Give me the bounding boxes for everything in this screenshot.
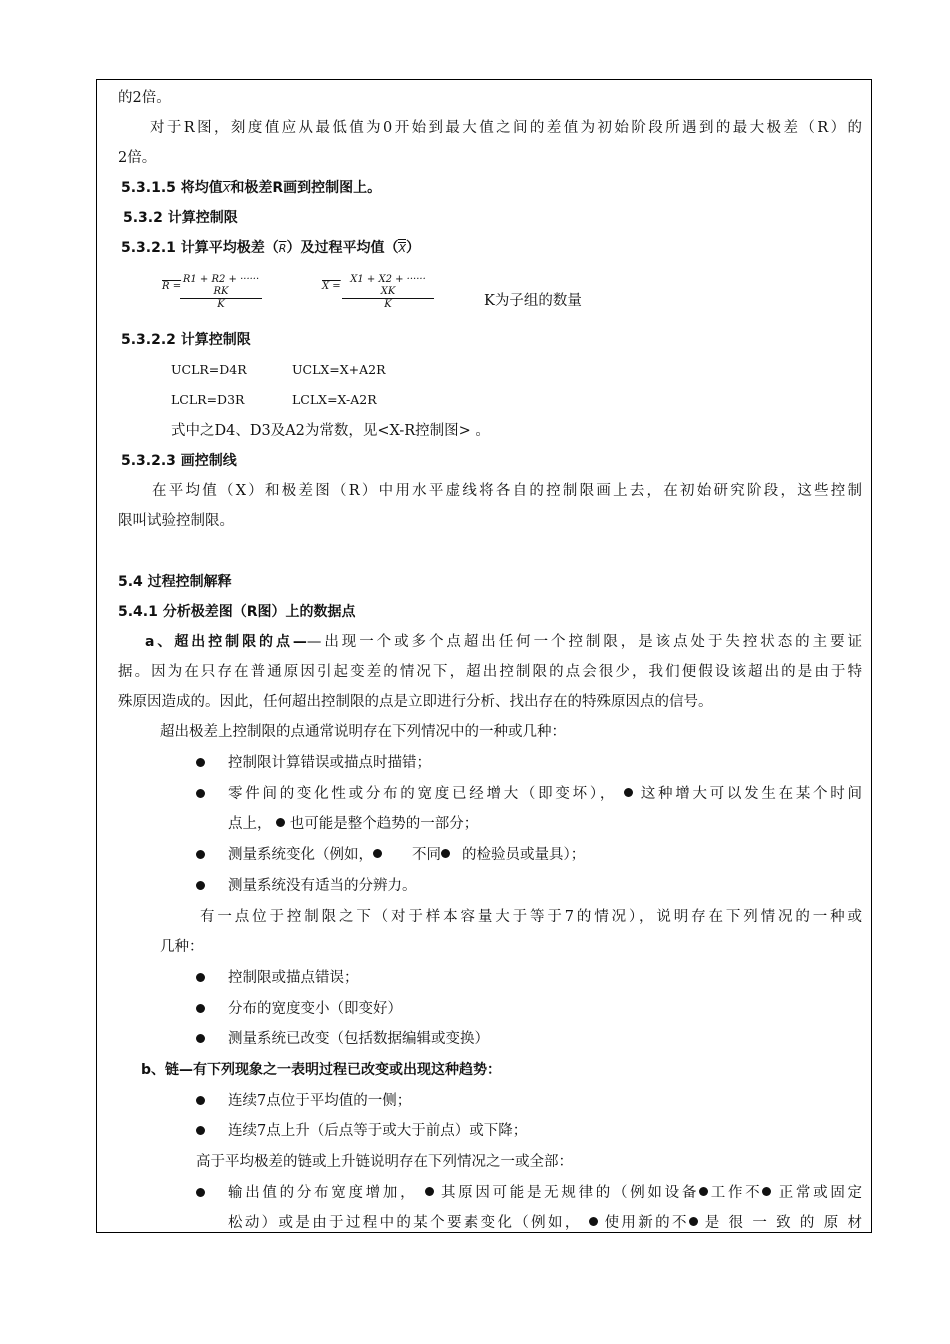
heading-text: ） — [406, 240, 420, 256]
bullet-icon — [196, 881, 205, 890]
ucl-x-formula: UCLX=X+A2R — [292, 362, 386, 377]
bullet-icon — [196, 1034, 205, 1043]
text-span: 松动）或是由于过程中的某个要素变化（例如， — [228, 1215, 582, 1231]
text-line: 在平均值（X）和极差图（R）中用水平虚线将各自的控制限画上去，在初始研究阶段，这些控制 — [152, 483, 862, 499]
section-heading-5-4: 5.4 过程控制解释 — [118, 574, 232, 590]
text-span: 正常或固定 — [778, 1185, 863, 1201]
k-note: K为子组的数量 — [484, 293, 582, 309]
bullet-icon — [762, 1187, 771, 1196]
text-span: 其原因可能是无规律的（例如设备 — [440, 1185, 700, 1201]
ucl-r-formula: UCLR=D4R — [171, 362, 247, 377]
bullet-item — [228, 845, 585, 865]
lcl-x-formula: LCLX=X-A2R — [292, 392, 377, 407]
bullet-icon — [624, 788, 633, 797]
bullet-item: 分布的宽度变小（即变好） — [228, 1001, 402, 1017]
bullet-item — [228, 784, 862, 804]
text-line: 超出极差上控制限的点通常说明存在下列情况中的一种或几种： — [160, 724, 566, 740]
formula-numerator: X1 + X2 + ······ XK — [350, 274, 426, 297]
rbar-symbol: $\overline{R}$ — [278, 242, 287, 255]
bullet-icon — [196, 1188, 205, 1197]
section-heading-5-3-2-2: 5.3.2.2 计算控制限 — [121, 332, 251, 348]
rbar-lhs — [162, 281, 182, 293]
xbarbar-symbol: X — [398, 239, 406, 259]
text-span: 也可能是整个趋势的一部分； — [289, 816, 479, 832]
bullet-icon — [196, 850, 205, 859]
text-span: 这种增大可以发生在某个时间 — [640, 786, 863, 802]
section-heading-5-3-2: 5.3.2 计算控制限 — [123, 210, 238, 226]
bullet-icon — [441, 849, 450, 858]
text-line: 殊原因造成的。因此，任何超出控制限的点是立即进行分析、找出存在的特殊原因点的信号。 — [118, 694, 713, 710]
bullet-item-continued — [228, 814, 478, 834]
bullet-item-continued — [228, 1213, 862, 1233]
bullet-item: 测量系统已改变（包括数据编辑或变换） — [228, 1031, 489, 1047]
section-heading-5-3-2-3: 5.3.2.3 画控制线 — [121, 453, 237, 469]
xbarbar-fraction — [342, 274, 434, 311]
heading-text: 和极差R画到控制图上。 — [230, 180, 382, 196]
constants-note: 式中之D4、D3及A2为常数，见<X-R控制图> 。 — [171, 423, 490, 439]
text-line: 几种： — [160, 939, 204, 955]
bullet-icon — [699, 1187, 708, 1196]
text-span: 不同 — [412, 847, 441, 863]
bold-lead: a、超出控制限的点— — [145, 634, 307, 650]
formula-denominator: K — [384, 299, 392, 310]
section-heading-5-3-2-1 — [121, 238, 420, 259]
text-span: 测量系统变化（例如， — [228, 847, 373, 863]
lcl-r-formula: LCLR=D3R — [171, 392, 245, 407]
text-span: 输出值的分布宽度增加， — [228, 1185, 418, 1201]
heading-text: ）及过程平均值（ — [286, 240, 399, 256]
bullet-icon — [196, 1004, 205, 1013]
heading-text: 5.3.1.5 将均值 — [121, 180, 223, 196]
section-heading-5-4-1: 5.4.1 分析极差图（R图）上的数据点 — [118, 604, 356, 620]
xbar-symbol: $\overline{X}$ — [222, 182, 231, 195]
formula-denominator: K — [217, 299, 225, 310]
text-span: 使用新的不 — [604, 1215, 689, 1231]
bullet-icon — [196, 1096, 205, 1105]
bullet-icon — [425, 1187, 434, 1196]
bullet-icon — [196, 758, 205, 767]
text-line: 有一点位于控制限之下（对于样本容量大于等于7的情况），说明存在下列情况的一种或 — [200, 909, 862, 925]
subheading-b-runs: b、链—有下列现象之一表明过程已改变或出现这种趋势： — [141, 1062, 502, 1078]
formula-numerator: R1 + R2 + ······ RK — [182, 274, 260, 297]
bullet-icon — [589, 1217, 598, 1226]
bullet-item: 测量系统没有适当的分辨力。 — [228, 878, 417, 894]
text-line — [145, 632, 862, 652]
bullet-icon — [196, 789, 205, 798]
text-span: 零件间的变化性或分布的宽度已经增大（即变坏）， — [228, 786, 618, 802]
text-span: 的检验员或量具）； — [462, 847, 586, 863]
formula-text: X = — [322, 281, 341, 292]
bullet-item: 控制限计算错误或描点时描错； — [228, 755, 431, 771]
rbar-fraction — [180, 274, 262, 311]
bullet-icon — [196, 973, 205, 982]
formula-text: R = — [162, 281, 182, 292]
bullet-item — [228, 1183, 862, 1203]
section-heading-5-3-1-5 — [121, 178, 381, 199]
text-span: 工作不 — [708, 1185, 763, 1201]
text-line: 据。因为在只存在普通原因引起变差的情况下，超出控制限的点会很少，我们便假设该超出的是由于特 — [118, 664, 862, 680]
xbarbar-lhs — [322, 281, 344, 293]
text-line: 对于R图，刻度值应从最低值为0开始到最大值之间的差值为初始阶段所遇到的最大极差（R）的 — [150, 120, 862, 136]
text-span: —出现一个或多个点超出任何一个控制限，是该点处于失控状态的主要证 — [306, 634, 863, 650]
bullet-icon — [373, 849, 382, 858]
text-line: 限叫试验控制限。 — [118, 513, 234, 529]
bullet-item: 控制限或描点错误； — [228, 970, 359, 986]
text-span: 点上， — [228, 816, 272, 832]
text-span: 是 很 一 致 的 原 材 — [704, 1215, 863, 1231]
bullet-item: 连续7点上升（后点等于或大于前点）或下降； — [228, 1123, 528, 1139]
text-line: 2倍。 — [118, 150, 157, 166]
bullet-icon — [689, 1217, 698, 1226]
heading-text: 5.3.2.1 计算平均极差（ — [121, 240, 279, 256]
bullet-item: 连续7点位于平均值的一侧； — [228, 1093, 412, 1109]
text-line: 的2倍。 — [118, 90, 171, 106]
bullet-icon — [276, 818, 285, 827]
text-line: 高于平均极差的链或上升链说明存在下列情况之一或全部： — [196, 1154, 573, 1170]
bullet-icon — [196, 1126, 205, 1135]
